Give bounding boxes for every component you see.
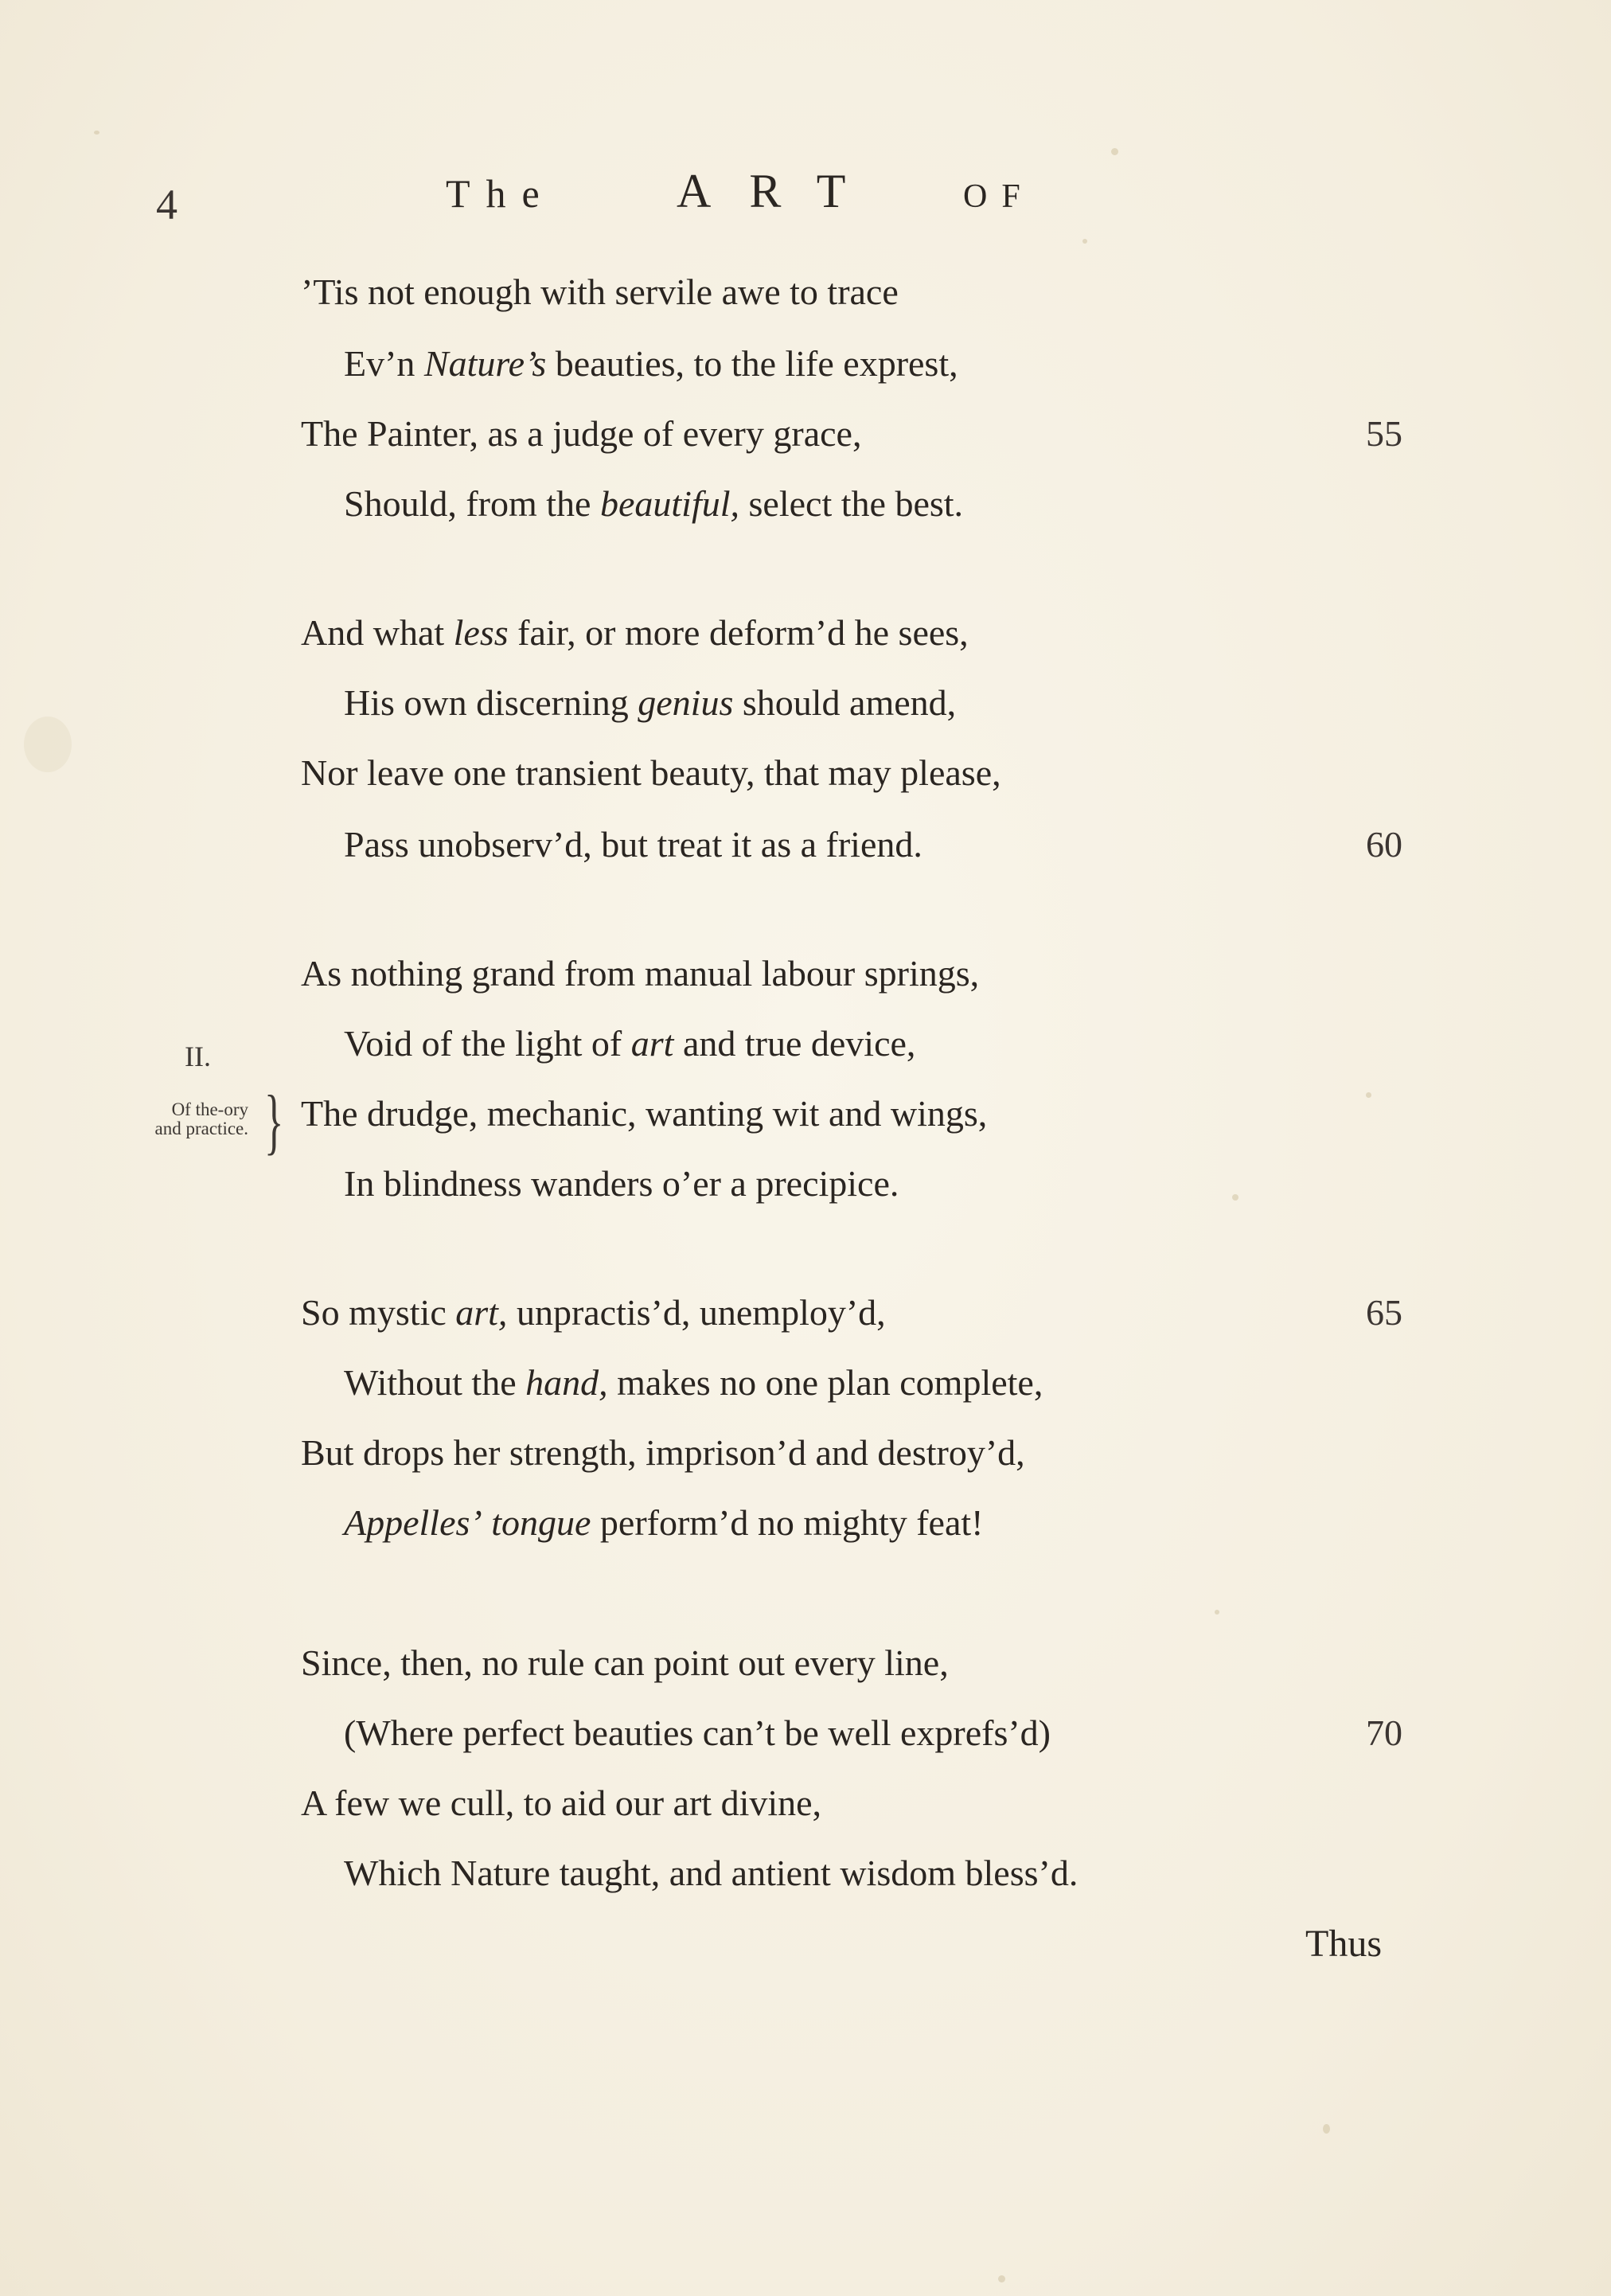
line-number: 60 (1366, 824, 1402, 865)
poem-line: Without the hand, makes no one plan complete, (344, 1362, 1043, 1403)
paper-speck (24, 717, 72, 772)
paper-speck (1082, 239, 1087, 244)
poem-line: A few we cull, to aid our art divine, (301, 1783, 822, 1823)
paper-speck (998, 2275, 1005, 2282)
running-head-the: The (446, 171, 556, 216)
poem-line: In blindness wanders o’er a precipice. (344, 1163, 899, 1204)
poem-line: As nothing grand from manual labour springs, (301, 953, 980, 994)
catchword: Thus (1305, 1923, 1382, 1965)
margin-note-brace: } (263, 1080, 284, 1162)
poem-line: Which Nature taught, and antient wisdom bless’d. (344, 1853, 1079, 1893)
poem-line: Should, from the beautiful, select the best. (344, 483, 964, 524)
poem-line: And what less fair, or more deform’d he sees, (301, 612, 969, 653)
margin-note-text: Of the-ory and practice. (154, 1099, 248, 1138)
poem-line: Nor leave one transient beauty, that may please, (301, 752, 1001, 793)
running-head (446, 164, 1210, 219)
poem-line: The Painter, as a judge of every grace, (301, 413, 862, 454)
paper-speck (1215, 1610, 1219, 1615)
poem-line: Since, then, no rule can point out every line, (301, 1642, 949, 1683)
poem-line: The drudge, mechanic, wanting wit and wings, (301, 1093, 988, 1134)
margin-note-number: II. (185, 1041, 211, 1072)
running-head-of: OF (963, 178, 1035, 215)
poem-line: ’Tis not enough with servile awe to trace (301, 271, 899, 312)
paper-speck (1323, 2124, 1330, 2134)
poem-line: Ev’n Nature’s beauties, to the life exprest, (344, 343, 958, 384)
paper-speck (1111, 148, 1118, 155)
poem-line: Pass unobserv’d, but treat it as a friend. (344, 824, 923, 865)
paper-speck (94, 131, 99, 135)
poem-line: Void of the light of art and true device, (344, 1023, 916, 1064)
running-head-art: ART (677, 165, 884, 217)
page-number: 4 (156, 181, 177, 228)
paper-speck (1366, 1092, 1371, 1098)
paper-speck (1232, 1194, 1238, 1201)
poem-line: Appelles’ tongue perform’d no mighty feat! (344, 1502, 984, 1543)
poem-line: But drops her strength, imprison’d and destroy’d, (301, 1432, 1025, 1473)
poem-line: So mystic art, unpractis’d, unemploy’d, (301, 1292, 886, 1333)
margin-note (153, 1040, 284, 1162)
poem-line: (Where perfect beauties can’t be well exprefs’d) (344, 1712, 1051, 1753)
line-number: 55 (1366, 413, 1402, 454)
line-number: 65 (1366, 1292, 1402, 1333)
poem-line: His own discerning genius should amend, (344, 682, 957, 723)
line-number: 70 (1366, 1712, 1402, 1753)
